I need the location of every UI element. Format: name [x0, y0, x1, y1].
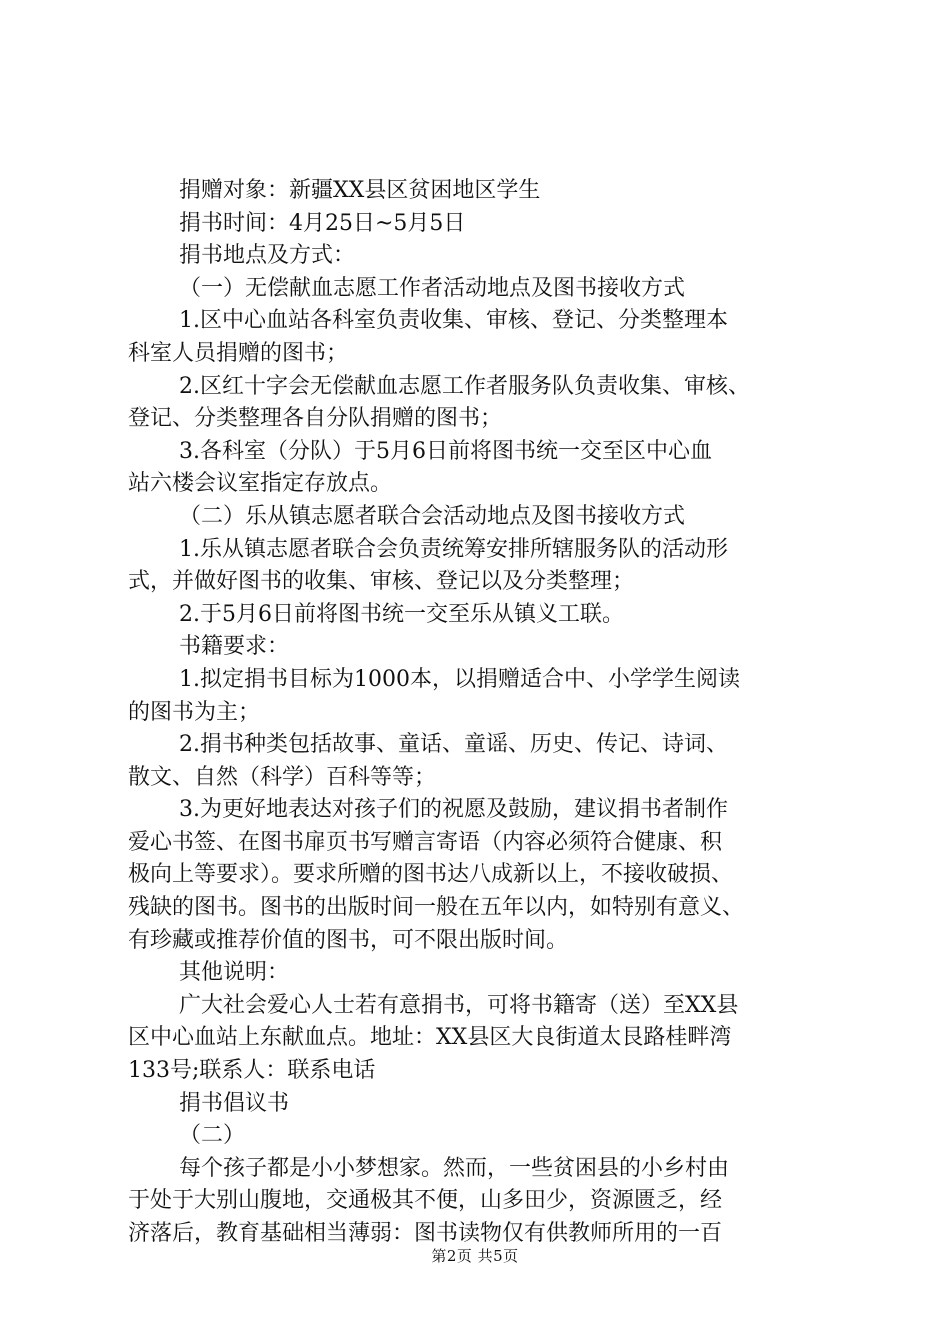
- text-line: （二）乐从镇志愿者联合会活动地点及图书接收方式: [179, 503, 686, 529]
- text-line: 3.为更好地表达对孩子们的祝愿及鼓励，建议捐书者制作: [179, 797, 728, 823]
- text-line: 残缺的图书。图书的出版时间一般在五年以内，如特别有意义、: [128, 895, 745, 921]
- document-body: [128, 175, 830, 1251]
- text-line: 1.乐从镇志愿者联合会负责统筹安排所辖服务队的活动形: [179, 536, 728, 562]
- text-line: 济落后，教育基础相当薄弱：图书读物仅有供教师所用的一百: [128, 1221, 723, 1246]
- text-line: 2.捐书种类包括故事、童话、童谣、历史、传记、诗词、: [179, 732, 728, 758]
- text-line: 极向上等要求）。要求所赠的图书达八成新以上，不接收破损、: [128, 862, 734, 888]
- text-line: 捐书倡议书: [179, 1090, 290, 1116]
- text-line: 站六楼会议室指定存放点。: [128, 471, 393, 497]
- text-line: 2.区红十字会无偿献血志愿工作者服务队负责收集、审核、: [179, 373, 750, 399]
- text-line: 其他说明：: [179, 960, 290, 986]
- text-line: 科室人员捐赠的图书；: [128, 340, 349, 366]
- text-line: 广大社会爱心人士若有意捐书，可将书籍寄（送）至XX县: [179, 992, 739, 1018]
- text-line: 1.区中心血站各科室负责收集、审核、登记、分类整理本: [179, 308, 728, 334]
- text-line: 捐书地点及方式：: [179, 243, 356, 269]
- text-line: 2.于5月6日前将图书统一交至乐从镇义工联。: [179, 601, 624, 627]
- page-number-label: 第2页 共5页: [431, 1247, 519, 1265]
- text-line: 散文、自然（科学）百科等等；: [128, 764, 437, 790]
- text-line: 133号;联系人：联系电话: [128, 1058, 376, 1084]
- text-line: （二）: [179, 1123, 246, 1149]
- text-line: 捐赠对象：新疆XX县区贫困地区学生: [179, 178, 541, 203]
- text-line: 的图书为主；: [128, 699, 261, 725]
- page-footer: [0, 1245, 950, 1266]
- text-line: 书籍要求：: [179, 634, 290, 660]
- text-line: 3.各科室（分队）于5月6日前将图书统一交至区中心血: [179, 438, 712, 464]
- text-line: 捐书时间：4月25日~5月5日: [179, 210, 466, 236]
- text-line: 式，并做好图书的收集、审核、登记以及分类整理；: [128, 569, 635, 595]
- text-line: 有珍藏或推荐价值的图书，可不限出版时间。: [128, 927, 569, 953]
- text-line: 每个孩子都是小小梦想家。然而，一些贫困县的小乡村由: [179, 1155, 730, 1181]
- text-line: （一）无偿献血志愿工作者活动地点及图书接收方式: [179, 275, 686, 301]
- text-line: 区中心血站上东献血点。地址：XX县区大良街道太艮路桂畔湾: [128, 1025, 732, 1051]
- text-line: 于处于大别山腹地，交通极其不便，山多田少，资源匮乏，经: [128, 1188, 723, 1214]
- text-line: 登记、分类整理各自分队捐赠的图书；: [128, 406, 503, 432]
- text-line: 1.拟定捐书目标为1000本，以捐赠适合中、小学学生阅读: [179, 666, 740, 692]
- text-line: 爱心书签、在图书扉页书写赠言寄语（内容必须符合健康、积: [128, 829, 723, 855]
